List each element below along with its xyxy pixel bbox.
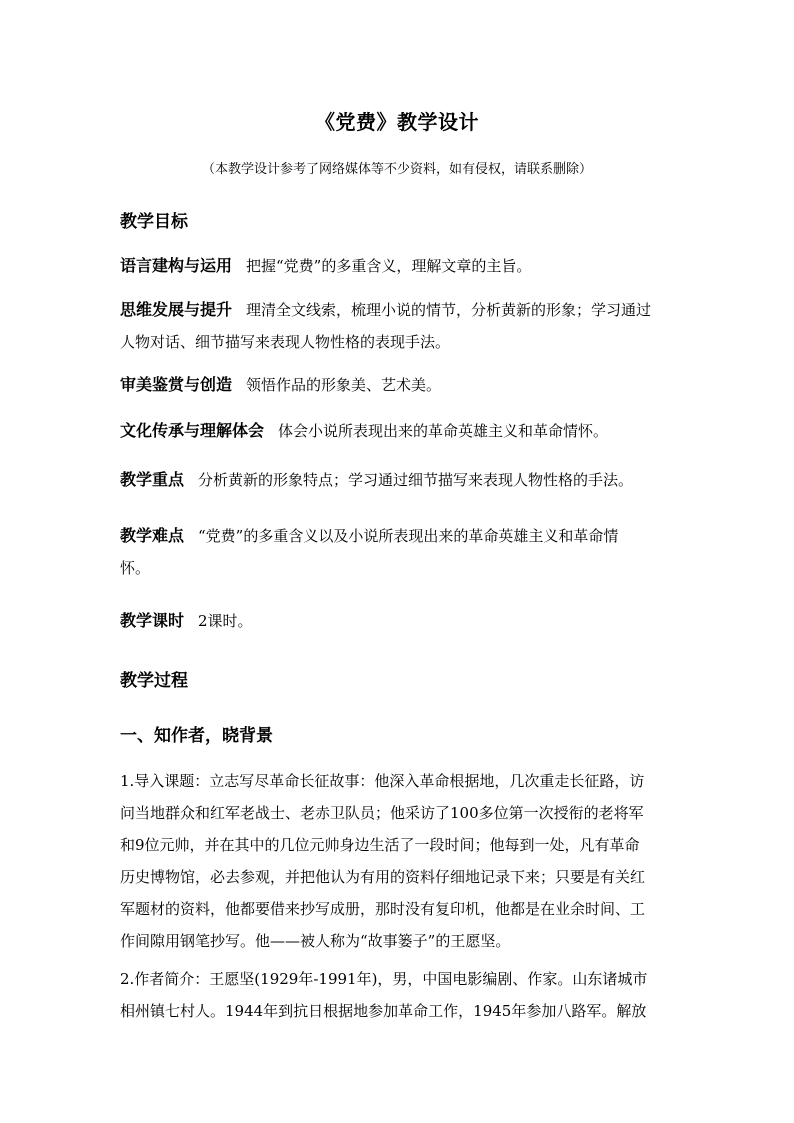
periods-text: 2课时。 xyxy=(198,612,253,630)
objective-label: 思维发展与提升 xyxy=(120,300,233,319)
periods-label: 教学课时 xyxy=(120,611,185,630)
objectives-heading: 教学目标 xyxy=(120,212,188,232)
document-title: 《党费》教学设计 xyxy=(315,110,479,134)
section-heading: 一、知作者，晓背景 xyxy=(120,726,273,746)
objective-text: 人物对话、细节描写来表现人物性格的表现手法。 xyxy=(120,333,451,351)
key-points-label: 教学重点 xyxy=(120,470,185,489)
objective-label: 文化传承与理解体会 xyxy=(120,421,265,440)
difficulties xyxy=(120,520,680,584)
objective-text: 体会小说所表现出来的革命英雄主义和革命情怀。 xyxy=(278,422,609,440)
objective-item-thinking xyxy=(120,294,680,358)
objective-item-language xyxy=(120,250,680,282)
objective-item-culture xyxy=(120,415,680,447)
objective-text: 领悟作品的形象美、艺术美。 xyxy=(246,376,442,394)
objective-text: 把握“党费”的多重含义，理解文章的主旨。 xyxy=(246,257,532,275)
objective-label: 语言建构与运用 xyxy=(120,256,233,275)
objective-label: 审美鉴赏与创造 xyxy=(120,375,233,394)
objective-text: 理清全文线索，梳理小说的情节，分析黄新的形象；学习通过 xyxy=(246,301,652,319)
key-points-text: 分析黄新的形象特点；学习通过细节描写来表现人物性格的手法。 xyxy=(198,471,634,489)
difficulties-label: 教学难点 xyxy=(120,526,185,545)
key-points xyxy=(120,464,680,496)
document-subtitle: （本教学设计参考了网络媒体等不少资料，如有侵权，请联系删除） xyxy=(201,162,592,177)
author-paragraph: 2.作者简介：王愿坚(1929年-1991年)，男，中国电影编剧、作家。山东诸城市 相州镇七村人。1944年到抗日根据地参加革命工作，1945年参加八路军。解放 xyxy=(120,970,648,1020)
difficulties-text: “党费”的多重含义以及小说所表现出来的革命英雄主义和革命情 xyxy=(198,527,619,545)
difficulties-text: 怀。 xyxy=(120,559,151,577)
objective-item-aesthetic xyxy=(120,369,680,401)
process-heading: 教学过程 xyxy=(120,671,188,691)
class-periods xyxy=(120,605,680,637)
intro-paragraph: 1.导入课题：立志写尽革命长征故事：他深入革命根据地，几次重走长征路，访 问当地群众和红军老战士、老赤卫队员；他采访了100多位第一次授衔的老将军 和9位元帅，并在其中的几位元帅身边生活了一段时间；他每到一处，凡有革命 历史博物馆，必去参观，并把他认为有用的资料仔细地记录下来；只要是有关红 军题材的资料，他都要借来抄写成册，那时没有复印机，他都是在业余时间、工 作间隙用钢笔抄写。他——被人称为“故事篓子”的王愿坚。 xyxy=(120,772,646,950)
